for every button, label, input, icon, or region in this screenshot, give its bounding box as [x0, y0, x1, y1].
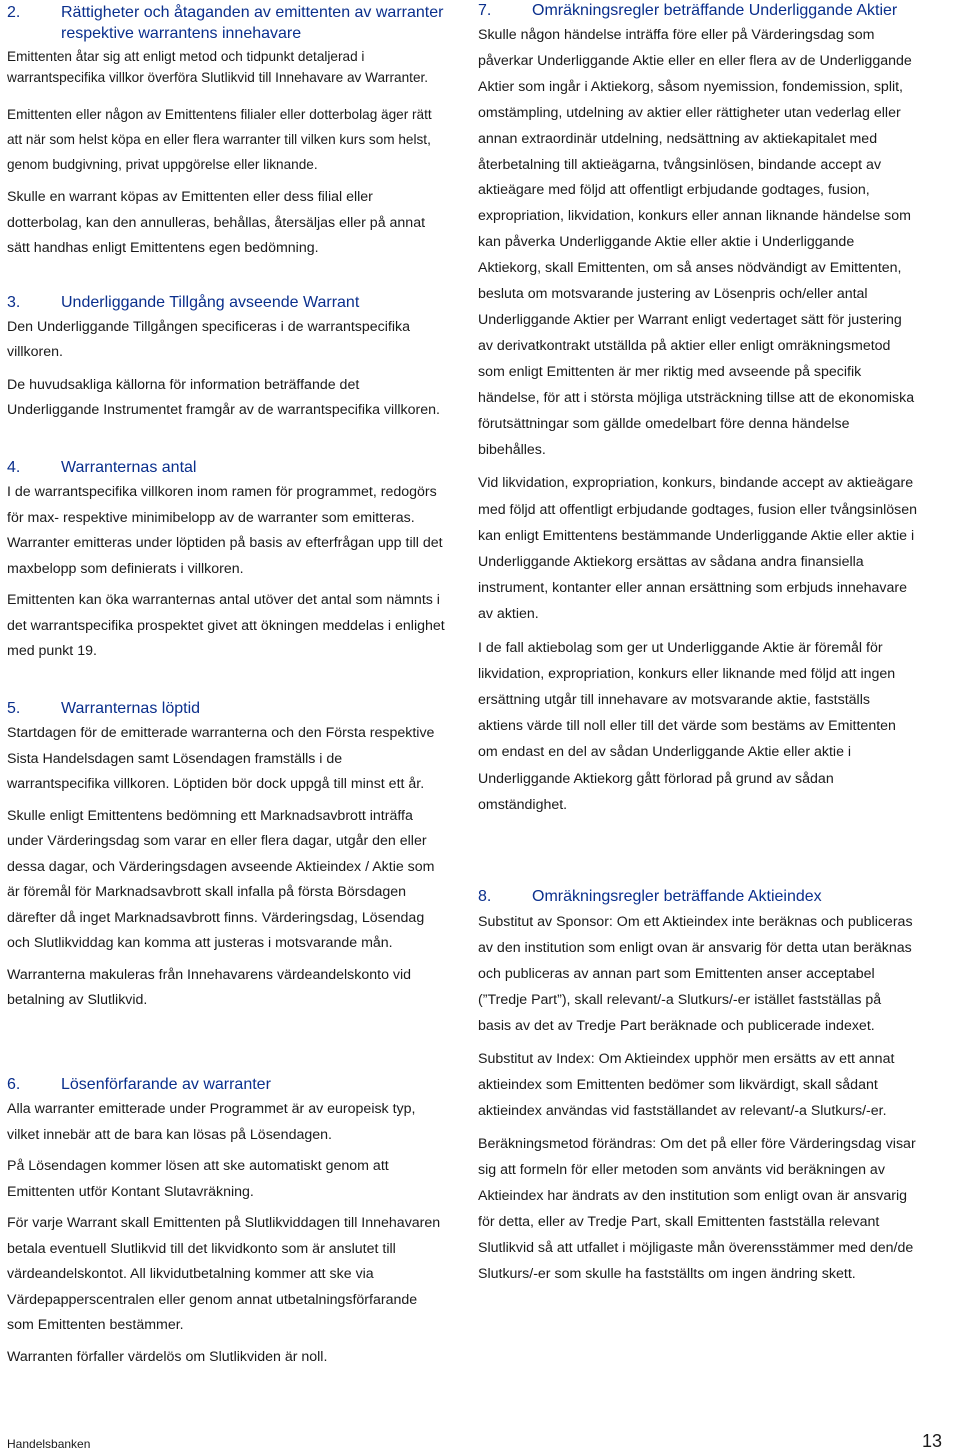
section-5	[7, 698, 447, 1024]
section-4	[7, 457, 447, 675]
section-8-title: Omräkningsregler beträffande Aktieindex	[532, 888, 822, 905]
section-4-number: 4.	[7, 459, 21, 476]
section-4-heading	[7, 457, 447, 478]
footer-brand: Handelsbanken	[7, 1437, 91, 1451]
section-6-title: Lösenförfarande av warranter	[61, 1076, 271, 1093]
section-6-heading	[7, 1074, 447, 1095]
section-7	[478, 0, 918, 828]
section-7-number: 7.	[478, 2, 492, 19]
section-7-heading	[478, 0, 918, 21]
section-6-paragraph-4: Warranten förfaller värdelös om Slutlikviden är noll.	[7, 1348, 328, 1365]
section-7-paragraph-1: Skulle någon händelse inträffa före eller på Värderingsdag som påverkar Underliggande Aktie eller en eller flera av de Underliggande Aktier som ingår i Aktiekorg, såsom nyemission, fondemission, split, omstämpling, utdelning av aktier eller rättigheter utan vederlag eller annan extraordinär utdelning, nedsättning av aktiekapitalet med återbetalning till aktieägarna, tvångsinlösen, bindande accept av aktieägare med följd att offentligt erbjudande godtages, fusion, expropriation, likvidation, konkurs eller annan liknande händelse som kan påverka Underliggande Aktie eller aktie i Underliggande Aktiekorg, skall Emittenten, om så anses nödvändigt av Emittenten, besluta om motsvarande justering av Lösenpris och/eller antal Underliggande Aktier per Warrant enligt vedertaget sätt för justering av derivatkontrakt utställda på aktier eller enligt omräkningsmetod som enligt Emittenten är mer riktig med avseende på specifik händelse, för att i största möjliga utsträckning tillse att de ekonomiska förutsättningar som gällde omedelbart före denna händelse bibehålles.	[478, 27, 915, 458]
section-7-title: Omräkningsregler beträffande Underliggande Aktier	[532, 2, 898, 19]
section-6-paragraph-3: För varje Warrant skall Emittenten på Slutlikviddagen till Innehavaren betala eventuell Slutlikvid till det likvidkonto som är anslutet till värdeandelskontot. All likvidutbetalning kommer att ske via Värdepapperscentralen eller genom annat utbetalningsförfarande som Emittenten bestämmer.	[7, 1215, 441, 1333]
section-3-number: 3.	[7, 294, 21, 311]
section-4-title: Warranternas antal	[61, 459, 197, 476]
section-7-paragraph-3: I de fall aktiebolag som ger ut Underliggande Aktie är föremål för likvidation, expropriation, konkurs eller liknande med följd att ingen ersättning utgår till innehavare av motsvarande aktie, fastställs aktiens värde till noll eller till det värde som bestäms av Emittenten om endast en del av sådan Underliggande Aktie eller aktie i Underliggande Aktiekorg gått förlorad på grund av sådan omständighet.	[478, 639, 896, 813]
section-5-title: Warranternas löptid	[61, 700, 201, 717]
footer-page-number: 13	[921, 1431, 942, 1451]
section-5-paragraph-2: Skulle enligt Emittentens bedömning ett Marknadsavbrott inträffa under Värderingsdag som varar en eller flera dagar, utgår den eller dessa dagar, och Värderingsdagen avseende Aktieindex / Aktie som är föremål för Marknadsavbrott skall infalla på första Börsdagen därefter då inget Marknadsavbrott finns. Värderingsdag, Lösendag och Slutlikviddag kan komma att justeras i motsvarande mån.	[7, 807, 435, 951]
section-8-number: 8.	[478, 888, 492, 905]
section-5-heading	[7, 698, 447, 719]
section-3-paragraph-1: Den Underliggande Tillgången specificeras i de warrantspecifika villkoren.	[7, 319, 410, 360]
section-5-number: 5.	[7, 700, 21, 717]
section-7-paragraph-2: Vid likvidation, expropriation, konkurs, bindande accept av aktieägare med följd att offentligt erbjudande godtages, fusion eller tvångsinlösen kan enligt Emittentens bestämmande Underliggande Aktie eller aktie i Underliggande Aktiekorg ersättas av sådana andra finansiella instrument, kontanter eller annan ersättning som erbjuds innehavare av aktien.	[478, 475, 918, 623]
section-2-paragraph-3: Skulle en warrant köpas av Emittenten eller dess filial eller dotterbolag, kan den annulleras, behållas, återsäljas eller på annat sätt handhas enligt Emittentens egen bedömning.	[7, 189, 426, 257]
section-3-paragraph-2: De huvudsakliga källorna för information beträffande det Underliggande Instrumentet framgår av de warrantspecifika villkoren.	[7, 377, 440, 418]
section-2-heading	[7, 2, 447, 44]
section-8-heading	[478, 886, 918, 907]
section-2	[7, 2, 447, 272]
section-2-title: Rättigheter och åtaganden av emittenten av warranter respektive warrantens innehavare	[61, 4, 444, 42]
section-4-paragraph-2: Emittenten kan öka warranternas antal utöver det antal som nämnts i det warrantspecifika prospektet givet att ökningen meddelas i enlighet med punkt 19.	[7, 592, 445, 659]
section-3	[7, 292, 447, 433]
section-5-paragraph-3: Warranterna makuleras från Innehavarens värdeandelskonto vid betalning av Slutlikvid.	[7, 966, 412, 1008]
section-6-paragraph-2: På Lösendagen kommer lösen att ske automatiskt genom att Emittenten utför Kontant Slutavräkning.	[7, 1158, 389, 1200]
section-4-paragraph-1: I de warrantspecifika villkoren inom ramen för programmet, redogörs för max- respektive minimibelopp av de warranter som emitteras. Warranter emitteras under löptiden på basis av efterfrågan upp till det maxbelopp som definierats i villkoren.	[7, 484, 443, 577]
section-5-paragraph-1: Startdagen för de emitterade warranterna och den Första respektive Sista Handelsdagen samt Lösendagen framställs i de warrantspecifika villkoren. Löptiden bör dock uppgå till minst ett år.	[7, 725, 435, 792]
section-3-heading	[7, 292, 447, 313]
section-2-paragraph-1: Emittenten åtar sig att enligt metod och tidpunkt detaljerad i warrantspecifika villkor överföra Slutlikvid till Innehavare av Warranter.	[7, 49, 429, 85]
section-2-number: 2.	[7, 4, 21, 21]
section-6	[7, 1074, 447, 1380]
section-8	[478, 886, 918, 1297]
section-8-paragraph-1: Substitut av Sponsor: Om ett Aktieindex inte beräknas och publiceras av den institution som enligt ovan är ansvarig för detta utan beräknas och publiceras av annan part som Emittenten anser acceptabel (”Tredje Part”), skall relevant/-a Slutkurs/-er istället fastställas på basis av det av Tredje Part beräknade och publicerade indexet.	[478, 914, 913, 1034]
section-6-number: 6.	[7, 1076, 21, 1093]
section-6-paragraph-1: Alla warranter emitterade under Programmet är av europeisk typ, vilket innebär att de bara kan lösas på Lösendagen.	[7, 1101, 416, 1143]
section-2-paragraph-2: Emittenten eller någon av Emittentens filialer eller dotterbolag äger rätt att när som helst köpa en eller flera warranter till vilken kurs som helst, genom budgivning, privat uppgörelse eller liknande.	[7, 107, 432, 172]
section-8-paragraph-2: Substitut av Index: Om Aktieindex upphör men ersätts av ett annat aktieindex som Emittenten bedömer som likvärdigt, skall sådant aktieindex användas vid fastställandet av relevant/-a Slutkurs/-er.	[478, 1051, 895, 1119]
section-8-paragraph-3: Beräkningsmetod förändras: Om det på eller före Värderingsdag visar sig att formeln för eller metoden som använts vid beräkningen av Aktieindex har ändrats av den institution som enligt ovan är ansvarig för detta, eller av Tredje Part, skall Emittenten fastställa relevant Slutlikvid så att utfallet i möjligaste mån överensstämmer med den/de Slutkurs/-er som skulle ha fastställts om ingen ändring skett.	[478, 1136, 916, 1282]
section-3-title: Underliggande Tillgång avseende Warrant	[61, 294, 360, 311]
